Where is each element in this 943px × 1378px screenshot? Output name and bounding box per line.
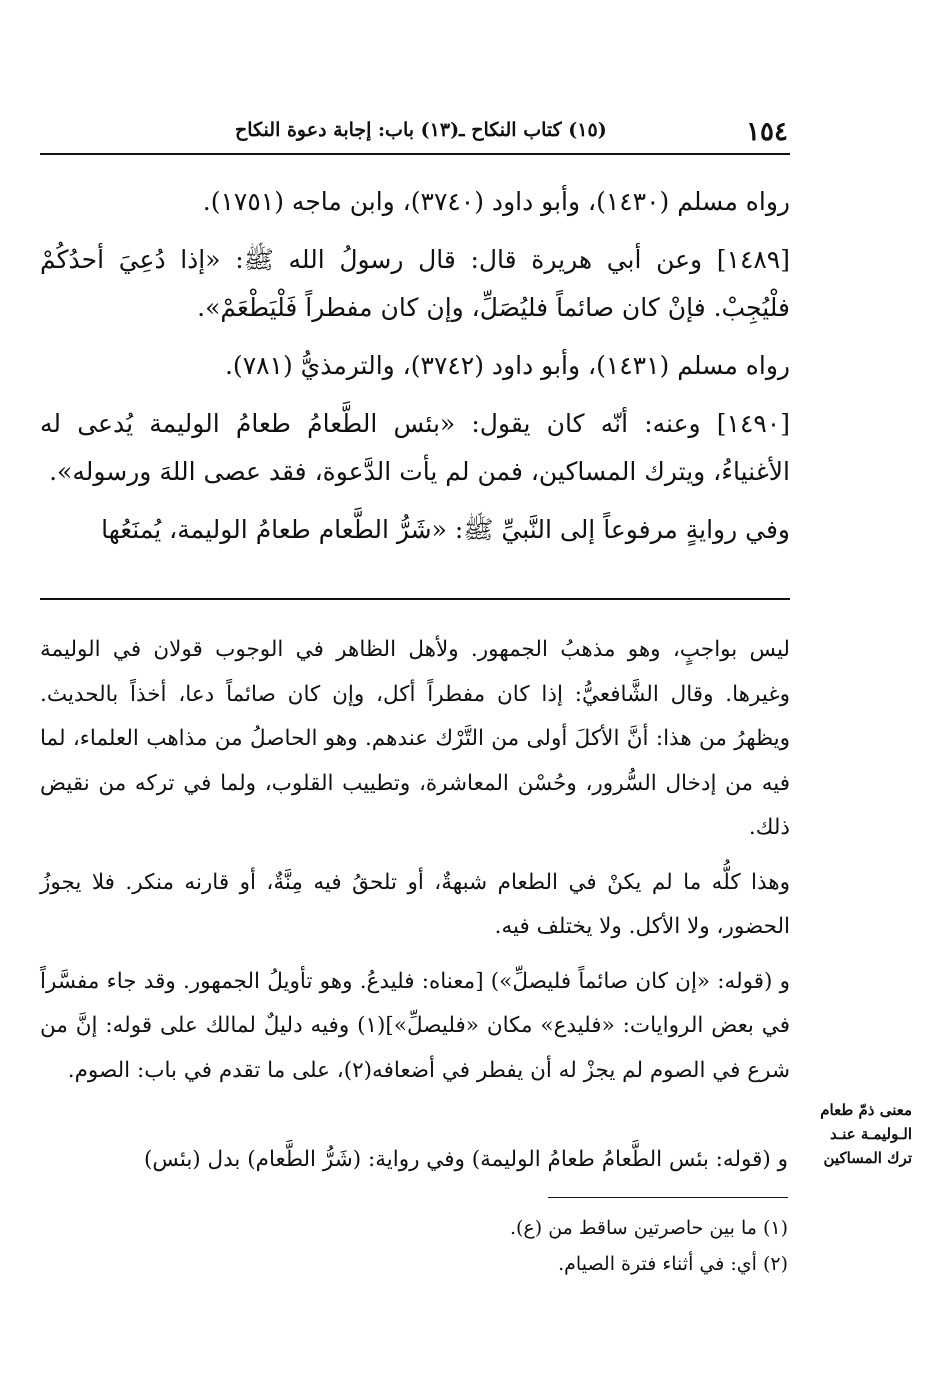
section-divider [40,598,790,600]
margin-note: معنى ذمّ طعام الـوليمـة عنـد ترك المساكين [820,1101,912,1167]
commentary-paragraph-3: و (قوله: «إن كان صائماً فليصلِّ») [معناه: فليدعُ. وهو تأويلُ الجمهور. وقد جاء مفسَّراً في بعض الروايات: «فليدع» مكان «فليصلِّ»](١) وفيه دليلٌ لمالك على قوله: إنَّ من شرع في الصوم لم يجزْ له أن يفطر في أضعافه(٢)، على ما تقدم في باب: الصوم. [40,968,790,1083]
hadith-1490: [١٤٩٠] وعنه: أنّه كان يقول: «بئس الطَّعامُ طعامُ الوليمة يُدعى له الأغنياءُ، ويترك المساكين، فمن لم يأت الدَّعوة، فقد عصى اللهَ ورسوله». [40,409,790,486]
footnotes [400,1210,788,1282]
page-number: ١٥٤ [746,117,788,147]
footnote-divider [548,1197,788,1198]
page-header [40,115,790,155]
commentary-paragraph-4: و (قوله: بئس الطَّعامُ طعامُ الوليمة) وفي رواية: (شَرُّ الطَّعام) بدل (بئس) [144,1147,788,1172]
commentary [40,628,790,1103]
running-head: (١٥) كتاب النكاح ـ(١٣) باب: إجابة دعوة النكاح [235,119,607,141]
hadith-source-1430: رواه مسلم (١٤٣٠)، وأبو داود (٣٧٤٠)، وابن ماجه (١٧٥١). [202,187,790,216]
hadith-source-1431: رواه مسلم (١٤٣١)، وأبو داود (٣٧٤٢)، والترمذيُّ (٧٨١). [224,351,790,380]
hadith-1490-variant: وفي روايةٍ مرفوعاً إلى النَّبيِّ ﷺ: «شَرُّ الطَّعام طعامُ الوليمة، يُمنَعُها [101,515,790,544]
commentary-paragraph-2: وهذا كلُّه ما لم يكنْ في الطعام شبهةٌ، أو تلحقُ فيه مِنَّةٌ، أو قارنه منكر. فلا يجوزُ الحضور، ولا الأكل. ولا يختلف فيه. [40,869,790,939]
hadith-1489: [١٤٨٩] وعن أبي هريرة قال: قال رسولُ الله ﷺ: «إذا دُعِيَ أحدُكُمْ فلْيُجِبْ. فإنْ كان صائماً فليُصَلِّ، وإن كان مفطراً فَلْيَطْعَمْ». [40,245,790,322]
commentary-paragraph-1: ليس بواجبٍ، وهو مذهبُ الجمهور. ولأهل الظاهر في الوجوب قولان في الوليمة وغيرها. وقال الشَّافعيُّ: إذا كان مفطراً أكل، وإن كان صائماً دعا، أخذاً بالحديث. ويظهرُ من هذا: أنَّ الأكلَ أولى من التَّرْك عندهم. وهو الحاصلُ من مذاهب العلماء، لما فيه من إدخال السُّرور، وحُسْن المعاشرة، وتطييب القلوب، ولما في تركه من نقيض ذلك. [40,637,790,840]
footnote-2: (٢) أي: في أثناء فترة الصيام. [558,1253,788,1275]
footnote-1: (١) ما بين حاصرتين ساقط من (ع). [509,1217,788,1239]
hadith-text [40,178,790,564]
